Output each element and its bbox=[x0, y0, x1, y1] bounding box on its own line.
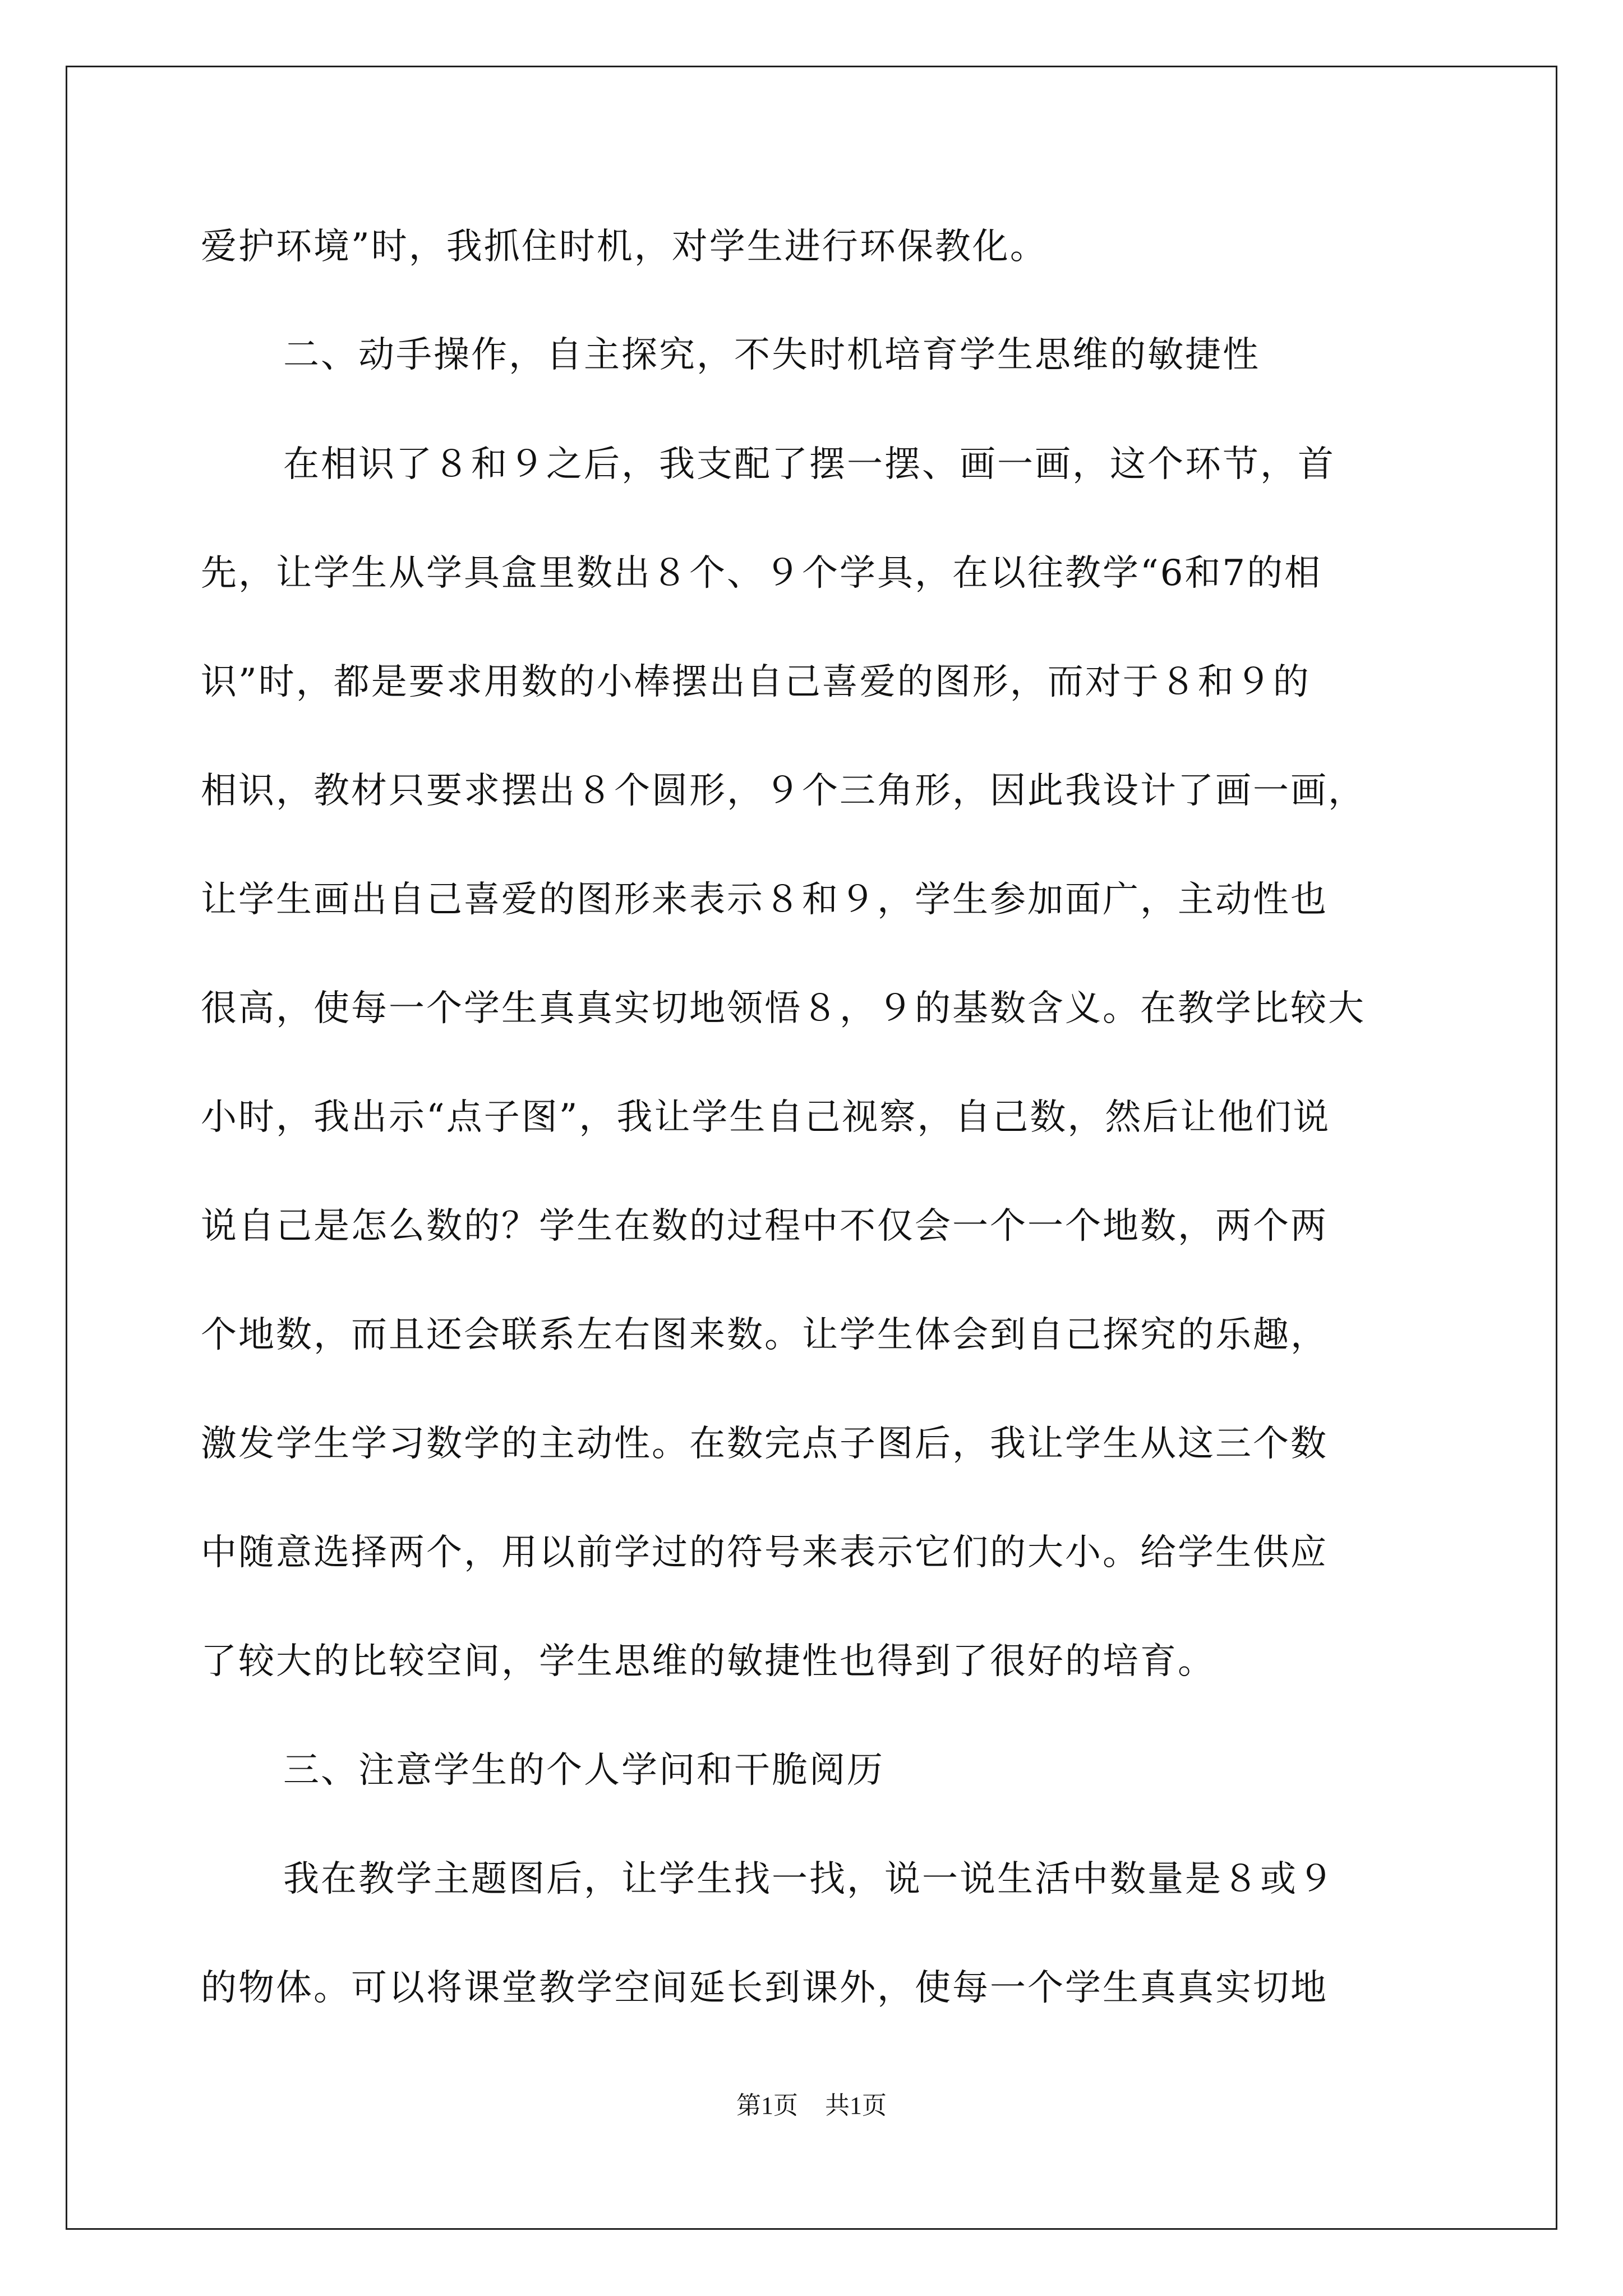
body-line-10: 说自己是怎么数的？学生在数的过程中不仅会一个一个地数，两个两 bbox=[201, 1205, 1328, 1247]
body-line-5: 识”时，都是要求用数的小棒摆出自己喜爱的图形，而对于８和９的 bbox=[201, 661, 1311, 703]
body-line-1: 爱护环境”时，我抓住时机，对学生进行环保教化。 bbox=[201, 226, 1048, 268]
body-line-4: 先，让学生从学具盒里数出８个、９个学具，在以往教学“6和7的相 bbox=[201, 553, 1322, 594]
body-line-14: 了较大的比较空间，学生思维的敏捷性也得到了很好的培育。 bbox=[201, 1641, 1215, 1682]
body-line-12: 激发学生学习数学的主动性。在数完点子图后，我让学生从这三个数 bbox=[201, 1423, 1328, 1465]
body-line-16: 我在教学主题图后，让学生找一找，说一说生活中数量是８或９ bbox=[283, 1858, 1335, 1900]
body-line-3: 在相识了８和９之后，我支配了摆一摆、画一画，这个环节，首 bbox=[283, 444, 1335, 485]
page-footer bbox=[0, 2090, 1623, 2122]
body-line-17: 的物体。可以将课堂教学空间延长到课外，使每一个学生真真实切地 bbox=[201, 1967, 1328, 2009]
body-line-7: 让学生画出自己喜爱的图形来表示８和９，学生参加面广，主动性也 bbox=[201, 879, 1328, 921]
body-line-8: 很高，使每一个学生真真实切地领悟８，９的基数含义。在教学比较大 bbox=[201, 988, 1366, 1029]
page-total: 共1页 bbox=[825, 2092, 887, 2119]
body-line-11: 个地数，而且还会联系左右图来数。让学生体会到自己探究的乐趣， bbox=[201, 1314, 1328, 1356]
page-number: 第1页 bbox=[736, 2092, 798, 2119]
page-border bbox=[66, 66, 1557, 2230]
body-line-9: 小时，我出示“点子图”，我让学生自己视察，自己数，然后让他们说 bbox=[201, 1097, 1331, 1138]
body-line-13: 中随意选择两个，用以前学过的符号来表示它们的大小。给学生供应 bbox=[201, 1532, 1328, 1573]
section-heading-2: 二、动手操作，自主探究，不失时机培育学生思维的敏捷性 bbox=[283, 334, 1260, 376]
section-heading-3: 三、注意学生的个人学问和干脆阅历 bbox=[283, 1750, 884, 1791]
body-line-6: 相识，教材只要求摆出８个圆形，９个三角形，因此我设计了画一画， bbox=[201, 770, 1366, 812]
